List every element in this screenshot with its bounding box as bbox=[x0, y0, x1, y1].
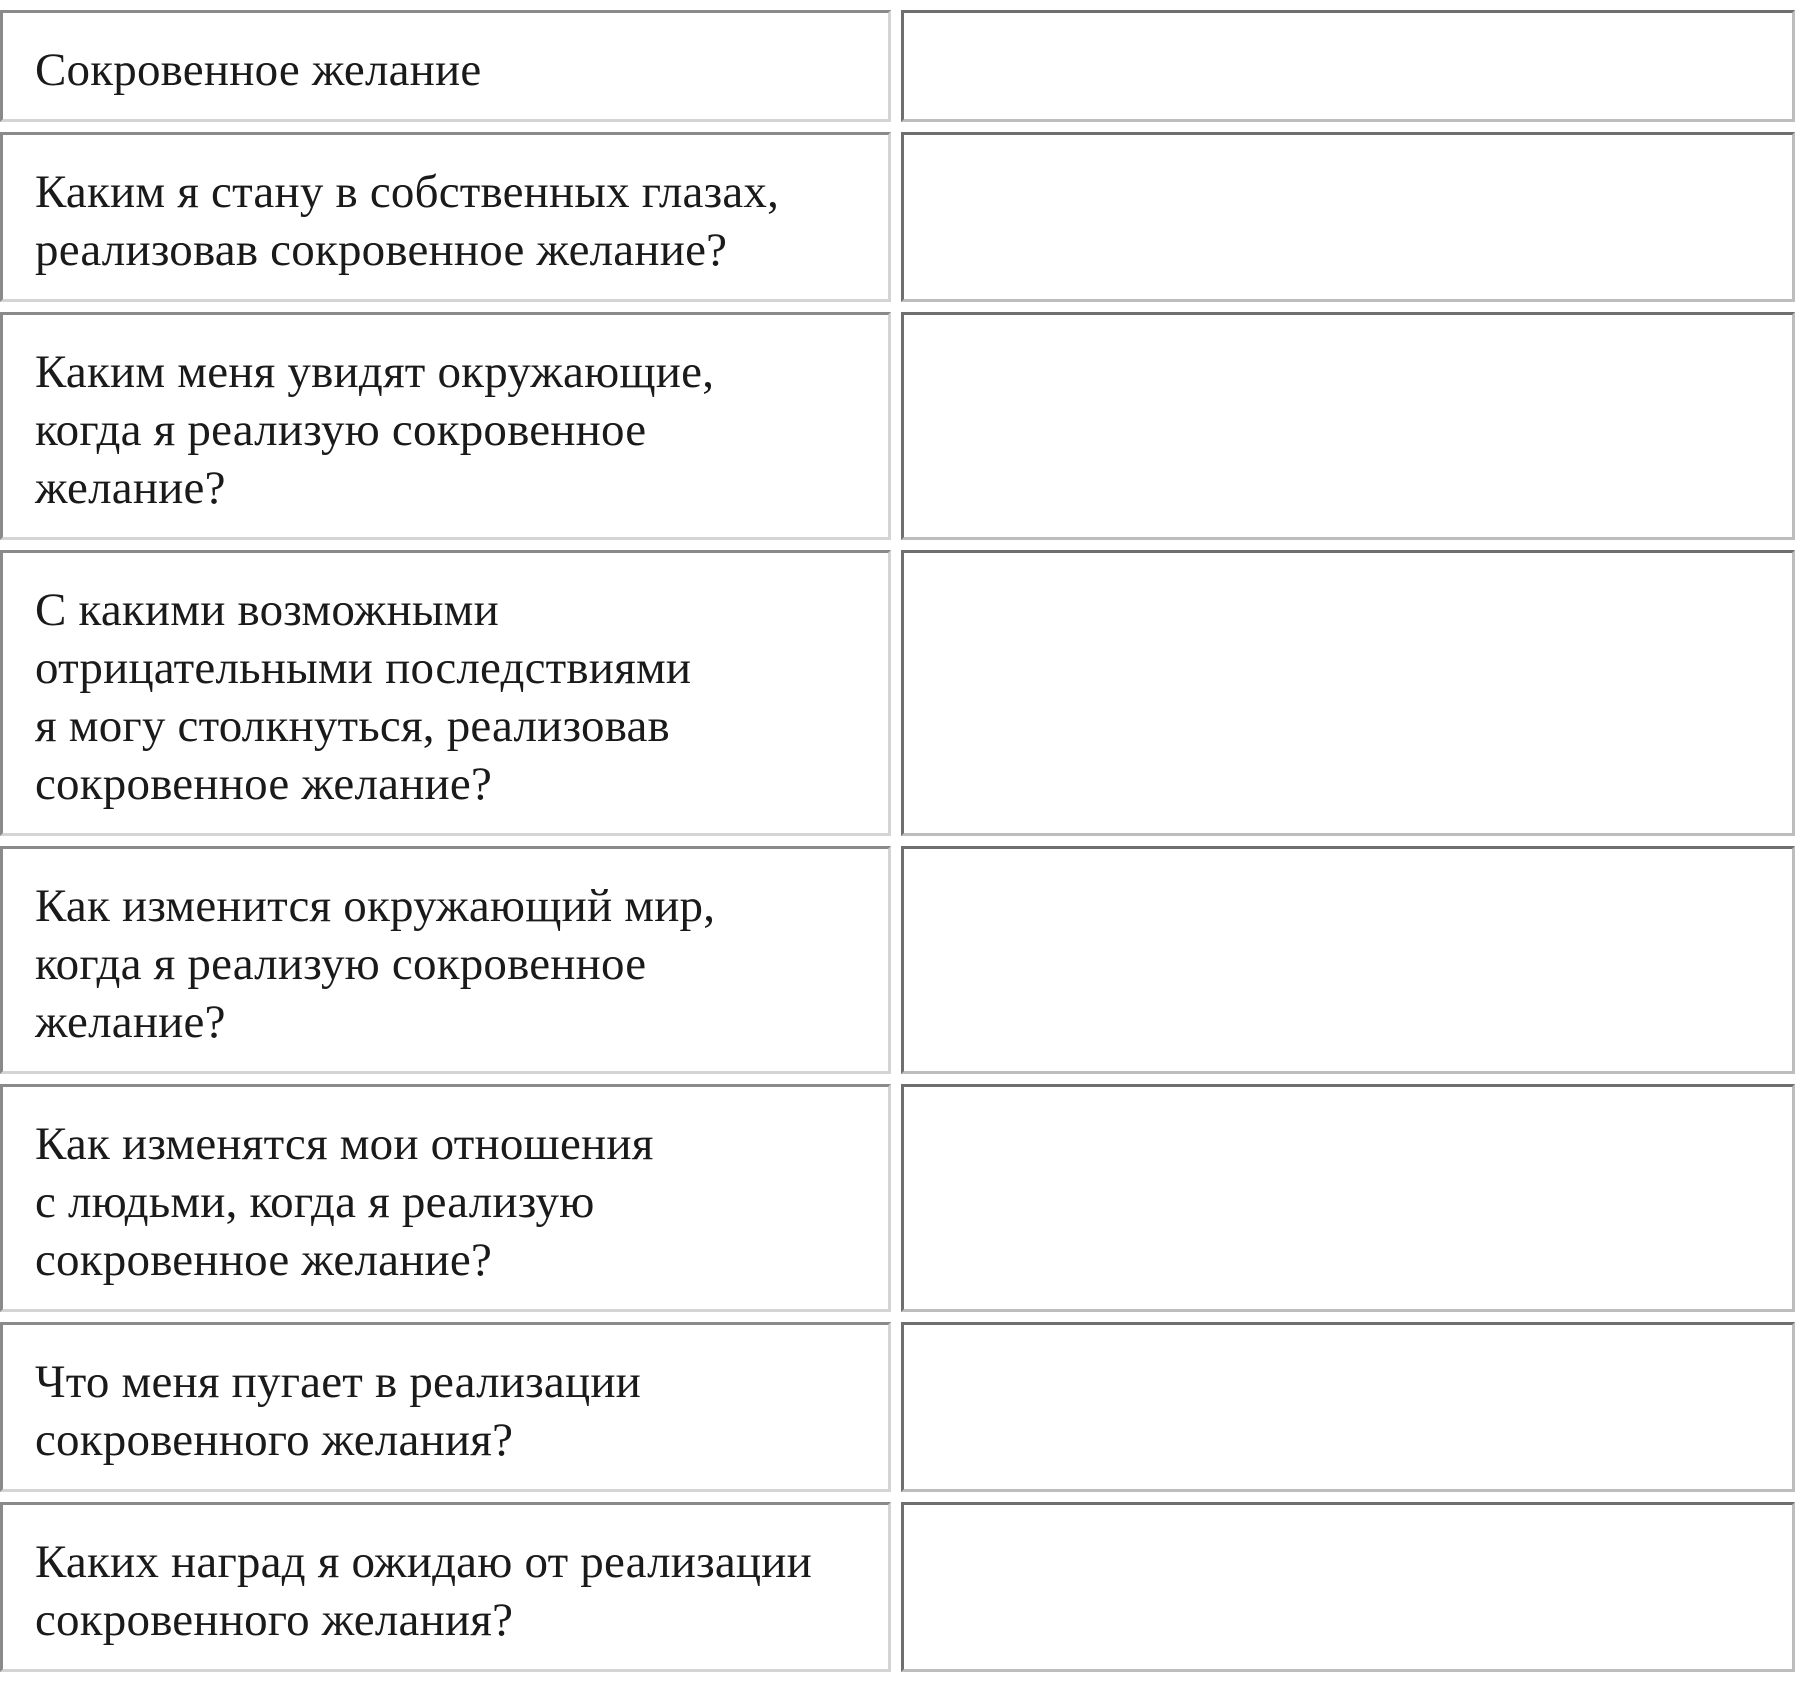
table-row bbox=[0, 1502, 1795, 1672]
answer-cell[interactable] bbox=[901, 1084, 1795, 1312]
table-row bbox=[0, 1084, 1795, 1312]
question-cell bbox=[0, 1322, 891, 1492]
question-cell bbox=[0, 1084, 891, 1312]
question-cell bbox=[0, 1502, 891, 1672]
table-row bbox=[0, 550, 1795, 836]
question-cell bbox=[0, 846, 891, 1074]
table-row bbox=[0, 10, 1795, 122]
question-text: Каким я стану в собственных глазах, реализовав сокровенное желание? bbox=[35, 166, 780, 276]
answer-cell[interactable] bbox=[901, 846, 1795, 1074]
question-text: Каких наград я ожидаю от реализации сокровенного желания? bbox=[35, 1536, 812, 1646]
answer-cell[interactable] bbox=[901, 1502, 1795, 1672]
answer-cell[interactable] bbox=[901, 1322, 1795, 1492]
question-cell bbox=[0, 312, 891, 540]
answer-cell[interactable] bbox=[901, 550, 1795, 836]
question-cell bbox=[0, 132, 891, 302]
question-text: Сокровенное желание bbox=[35, 44, 482, 96]
table-row bbox=[0, 312, 1795, 540]
question-text: Что меня пугает в реализации сокровенного желания? bbox=[35, 1356, 642, 1466]
question-text: С какими возможными отрицательными последствиями я могу столкнуться, реализовав сокровенное желание? bbox=[35, 584, 692, 810]
table-row bbox=[0, 132, 1795, 302]
question-cell bbox=[0, 10, 891, 122]
answer-cell[interactable] bbox=[901, 10, 1795, 122]
answer-cell[interactable] bbox=[901, 132, 1795, 302]
table-row bbox=[0, 846, 1795, 1074]
answer-cell[interactable] bbox=[901, 312, 1795, 540]
table-row bbox=[0, 1322, 1795, 1492]
question-text: Каким меня увидят окружающие, когда я реализую сокровенное желание? bbox=[35, 346, 715, 514]
question-text: Как изменятся мои отношения с людьми, когда я реализую сокровенное желание? bbox=[35, 1118, 654, 1286]
question-cell bbox=[0, 550, 891, 836]
question-text: Как изменится окружающий мир, когда я реализую сокровенное желание? bbox=[35, 880, 716, 1048]
